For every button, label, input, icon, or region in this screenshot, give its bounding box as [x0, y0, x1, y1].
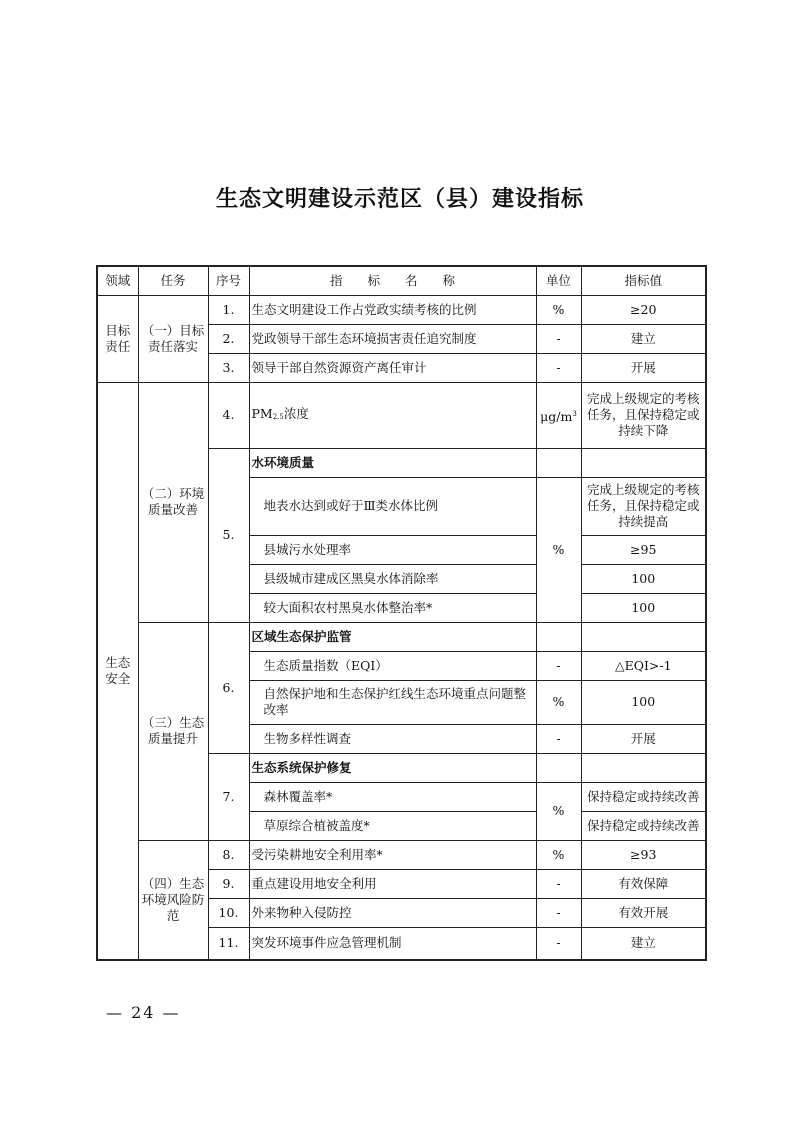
indicator-unit: - — [536, 724, 581, 753]
indicator-name: 地表水达到或好于Ⅲ类水体比例 — [249, 477, 536, 535]
table-row — [97, 382, 706, 448]
indicator-name: 突发环境事件应急管理机制 — [249, 927, 536, 960]
indicator-name: 生物多样性调查 — [249, 724, 536, 753]
row-number: 8. — [208, 840, 249, 869]
indicator-name: 党政领导干部生态环境损害责任追究制度 — [249, 324, 536, 353]
col-header-task: 任务 — [138, 266, 208, 295]
indicator-unit: % — [536, 782, 581, 840]
indicator-value: △EQI>-1 — [581, 651, 706, 680]
indicator-unit: % — [536, 680, 581, 724]
page-number: — 24 — — [106, 1003, 181, 1022]
row-number: 7. — [208, 753, 249, 840]
task-cell: （四）生态环境风险防范 — [138, 840, 208, 960]
row-number: 2. — [208, 324, 249, 353]
group-heading: 区域生态保护监管 — [249, 622, 536, 651]
indicator-value: 保持稳定或持续改善 — [581, 782, 706, 811]
indicator-unit: - — [536, 353, 581, 382]
indicator-name: 自然保护地和生态保护红线生态环境重点问题整改率 — [249, 680, 536, 724]
pm-subscript: 2.5 — [272, 412, 284, 421]
indicator-value — [581, 448, 706, 477]
indicator-value: ≥20 — [581, 295, 706, 324]
table-row — [97, 622, 706, 651]
table-header-row — [97, 266, 706, 295]
indicator-value — [581, 622, 706, 651]
indicator-value — [581, 753, 706, 782]
indicator-unit: - — [536, 927, 581, 960]
indicator-name: 生态文明建设工作占党政实绩考核的比例 — [249, 295, 536, 324]
row-number: 6. — [208, 622, 249, 753]
domain-cell: 目标责任 — [97, 295, 138, 382]
table-row — [97, 295, 706, 324]
col-header-no: 序号 — [208, 266, 249, 295]
indicator-value: ≥93 — [581, 840, 706, 869]
unit-base: μg/m — [540, 408, 573, 424]
indicator-name: 草原综合植被盖度* — [249, 811, 536, 840]
indicator-name: 重点建设用地安全利用 — [249, 869, 536, 898]
indicator-name — [249, 382, 536, 448]
indicator-unit — [536, 753, 581, 782]
indicator-name: 县城污水处理率 — [249, 535, 536, 564]
col-header-indicator: 指 标 名 称 — [249, 266, 536, 295]
indicator-value: 100 — [581, 680, 706, 724]
col-header-value: 指标值 — [581, 266, 706, 295]
unit-superscript: 3 — [572, 409, 577, 418]
indicator-name: 生态质量指数（EQI） — [249, 651, 536, 680]
indicator-name: 森林覆盖率* — [249, 782, 536, 811]
indicator-value: 有效保障 — [581, 869, 706, 898]
task-cell: （二）环境质量改善 — [138, 382, 208, 622]
indicator-name: 领导干部自然资源资产离任审计 — [249, 353, 536, 382]
indicator-value: 开展 — [581, 724, 706, 753]
indicator-value: 建立 — [581, 324, 706, 353]
indicator-name: 外来物种入侵防控 — [249, 898, 536, 927]
indicator-value: 建立 — [581, 927, 706, 960]
indicator-value: 有效开展 — [581, 898, 706, 927]
indicator-unit: - — [536, 898, 581, 927]
domain-cell: 生态安全 — [97, 382, 138, 960]
indicator-value: 100 — [581, 564, 706, 593]
indicator-unit: - — [536, 324, 581, 353]
indicator-value: 完成上级规定的考核任务，且保持稳定或持续下降 — [581, 382, 706, 448]
indicator-unit: - — [536, 651, 581, 680]
indicator-name: 较大面积农村黑臭水体整治率* — [249, 593, 536, 622]
table-row — [97, 840, 706, 869]
concentration-label: 浓度 — [283, 405, 309, 421]
group-heading: 生态系统保护修复 — [249, 753, 536, 782]
row-number: 9. — [208, 869, 249, 898]
indicator-value: 完成上级规定的考核任务，且保持稳定或持续提高 — [581, 477, 706, 535]
indicator-value: 100 — [581, 593, 706, 622]
indicator-unit — [536, 382, 581, 448]
row-number: 11. — [208, 927, 249, 960]
row-number: 10. — [208, 898, 249, 927]
col-header-unit: 单位 — [536, 266, 581, 295]
page-title: 生态文明建设示范区（县）建设指标 — [215, 187, 584, 212]
col-header-domain: 领域 — [97, 266, 138, 295]
indicator-unit — [536, 448, 581, 477]
indicator-unit: % — [536, 295, 581, 324]
group-heading: 水环境质量 — [249, 448, 536, 477]
indicator-value: 开展 — [581, 353, 706, 382]
indicator-unit — [536, 622, 581, 651]
indicator-unit: - — [536, 869, 581, 898]
task-cell: （一）目标责任落实 — [138, 295, 208, 382]
indicator-value: ≥95 — [581, 535, 706, 564]
indicator-name: 受污染耕地安全利用率* — [249, 840, 536, 869]
indicator-value: 保持稳定或持续改善 — [581, 811, 706, 840]
pm-label: PM — [251, 405, 273, 421]
indicator-name: 县级城市建成区黑臭水体消除率 — [249, 564, 536, 593]
indicator-unit: % — [536, 477, 581, 622]
row-number: 3. — [208, 353, 249, 382]
row-number: 4. — [208, 382, 249, 448]
task-cell: （三）生态质量提升 — [138, 622, 208, 840]
row-number: 5. — [208, 448, 249, 622]
indicator-unit: % — [536, 840, 581, 869]
row-number: 1. — [208, 295, 249, 324]
indicator-table — [96, 265, 707, 961]
